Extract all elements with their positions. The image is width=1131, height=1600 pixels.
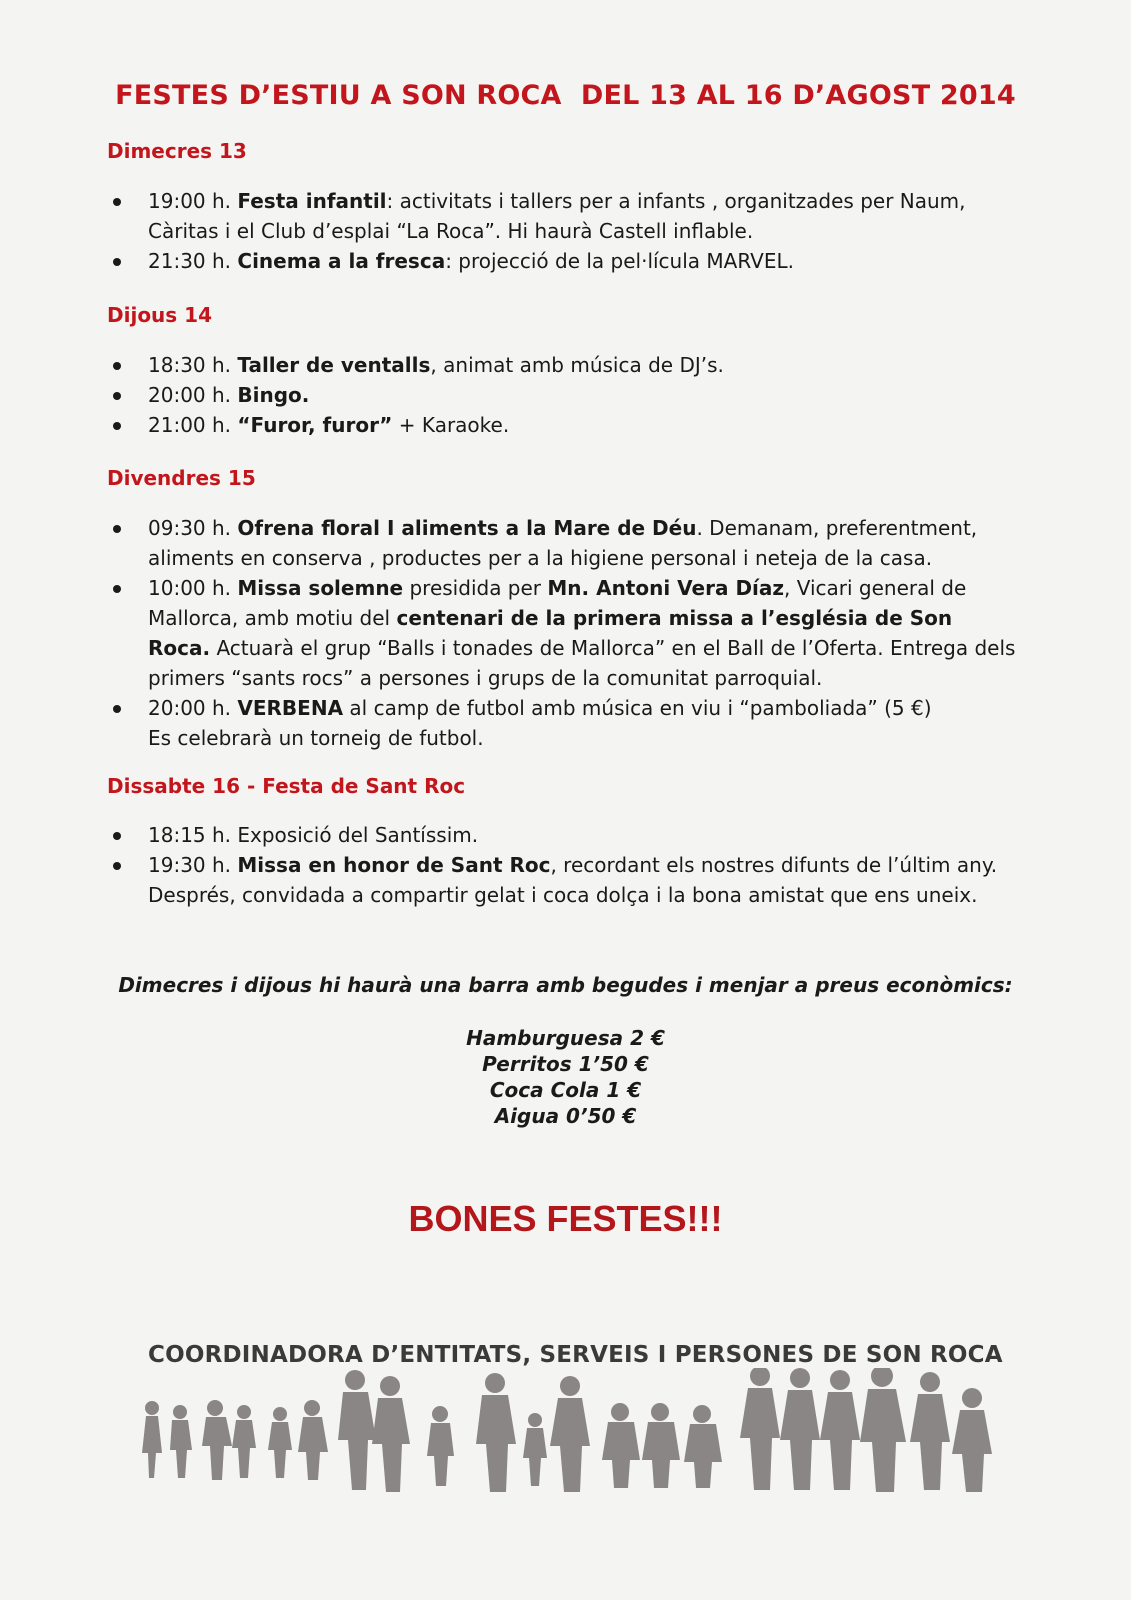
bullet-icon — [113, 258, 121, 266]
organizer-name: COORDINADORA D’ENTITATS, SERVEIS I PERSONES DE SON ROCA — [148, 1342, 1003, 1368]
event-time: 21:00 h. — [148, 413, 238, 437]
bullet-icon — [113, 362, 121, 370]
bullet-icon — [113, 705, 121, 713]
event-title: Missa solemne — [237, 576, 404, 600]
bar-note: Dimecres i dijous hi haurà una barra amb begudes i menjar a preus econòmics: — [118, 973, 1013, 997]
event-time: 18:15 h. — [148, 823, 238, 847]
event-description: al camp de futbol amb música en viu i “pamboliada” (5 €) — [343, 696, 932, 720]
list-item — [0, 573, 1131, 693]
list-item — [0, 513, 1131, 573]
day-heading-friday: Divendres 15 — [107, 466, 256, 490]
day-heading-saturday: Dissabte 16 - Festa de Sant Roc — [107, 774, 466, 798]
event-time: 21:30 h. — [148, 249, 238, 273]
event-note: Es celebrarà un torneig de futbol. — [148, 726, 484, 750]
bullet-icon — [113, 422, 121, 430]
list-item — [0, 186, 1131, 246]
event-title: Taller de ventalls — [237, 353, 431, 377]
closing-greeting: BONES FESTES!!! — [408, 1198, 723, 1239]
event-title: VERBENA — [237, 696, 344, 720]
bullet-icon — [113, 525, 121, 533]
event-time: 10:00 h. — [148, 576, 238, 600]
bullet-icon — [113, 862, 121, 870]
event-title: Ofrena floral I aliments a la Mare de Déu — [237, 516, 697, 540]
list-item — [0, 850, 1131, 910]
event-description-end: Actuarà el grup “Balls i tonades de Mallorca” en el Ball de l’Oferta. Entrega dels primers “sants rocs” a persones i grups de la comunitat parroquial. — [148, 636, 1016, 690]
list-item — [0, 410, 1131, 440]
event-description: : projecció de la pel·lícula MARVEL. — [445, 249, 794, 273]
event-time: 18:30 h. — [148, 353, 238, 377]
event-title: Missa en honor de Sant Roc — [237, 853, 551, 877]
bullet-icon — [113, 392, 121, 400]
price-item: Coca Cola 1 € — [489, 1078, 642, 1102]
price-item: Perritos 1’50 € — [482, 1052, 649, 1076]
event-description: , animat amb música de DJ’s. — [430, 353, 724, 377]
bullet-icon — [113, 198, 121, 206]
list-item — [0, 350, 1131, 380]
event-time: 20:00 h. — [148, 696, 238, 720]
event-description: : activitats i tallers per a infants , organitzades per Naum, Càritas i el Club d’esplai “La Roca”. Hi haurà Castell inflable. — [148, 189, 966, 243]
event-description: presidida per — [403, 576, 548, 600]
event-title: Cinema a la fresca — [237, 249, 446, 273]
event-description: . Demanam, preferentment, aliments en conserva , productes per a la higiene personal i neteja de la casa. — [148, 516, 978, 570]
silhouette-group — [142, 1368, 992, 1492]
event-list-thursday — [0, 350, 1131, 440]
flyer-title: FESTES D’ESTIU A SON ROCA DEL 13 AL 16 D’AGOST 2014 — [115, 80, 1016, 111]
event-presider: Mn. Antoni Vera Díaz — [547, 576, 785, 600]
event-list-friday — [0, 513, 1131, 753]
day-heading-wednesday: Dimecres 13 — [107, 139, 247, 163]
event-description: + Karaoke. — [392, 413, 510, 437]
day-heading-thursday: Dijous 14 — [107, 303, 212, 327]
list-item — [0, 693, 1131, 753]
event-description: , recordant els nostres difunts de l’últim any. Després, convidada a compartir gelat i coca dolça i la bona amistat que ens uneix. — [148, 853, 998, 907]
bullet-icon — [113, 832, 121, 840]
event-list-saturday — [0, 820, 1131, 910]
event-title: Festa infantil — [237, 189, 387, 213]
event-time: 19:30 h. — [148, 853, 238, 877]
bullet-icon — [113, 585, 121, 593]
event-title: Bingo. — [237, 383, 310, 407]
list-item — [0, 820, 1131, 850]
people-silhouettes-logo — [140, 1368, 1010, 1498]
list-item — [0, 246, 1131, 276]
event-time: 20:00 h. — [148, 383, 238, 407]
event-centenary: centenari de la primera missa a l’església de Son Roca. — [148, 606, 953, 660]
price-item: Aigua 0’50 € — [494, 1104, 637, 1128]
event-time: 09:30 h. — [148, 516, 238, 540]
event-list-wednesday — [0, 186, 1131, 276]
list-item — [0, 380, 1131, 410]
price-list — [0, 1025, 1131, 1129]
event-description-cont: , Vicari general de Mallorca, amb motiu del — [148, 576, 967, 630]
event-time: 19:00 h. — [148, 189, 238, 213]
price-item: Hamburguesa 2 € — [466, 1026, 665, 1050]
event-description: Exposició del Santíssim. — [237, 823, 479, 847]
event-title: “Furor, furor” — [237, 413, 393, 437]
